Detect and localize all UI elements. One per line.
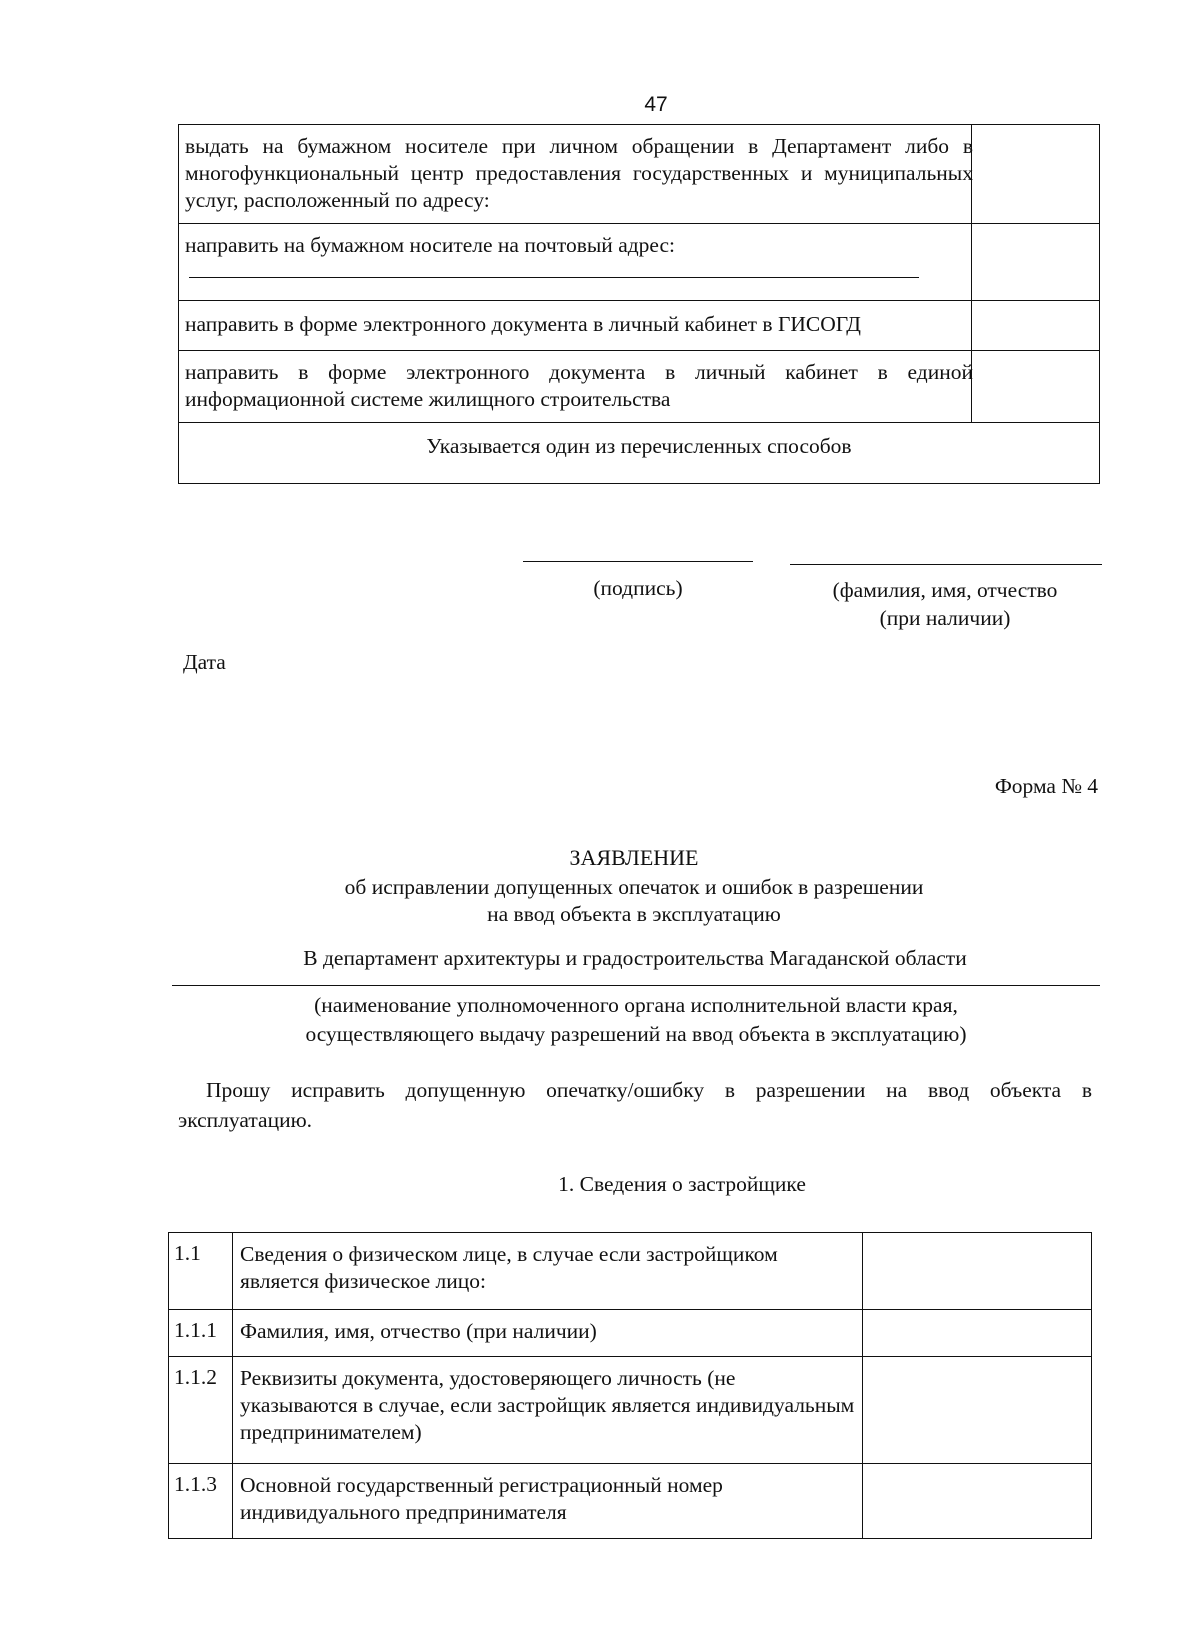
delivery-option-text: направить в форме электронного документа в личный кабинет в единой информационной системе жилищного строительства: [185, 360, 973, 411]
postal-address-line[interactable]: [189, 277, 919, 278]
document-title: ЗАЯВЛЕНИЕ: [569, 845, 699, 870]
row-value-cell[interactable]: [863, 1233, 1091, 1309]
row-number: 1.1.3: [169, 1464, 233, 1538]
developer-info-table: [168, 1232, 1092, 1539]
delivery-option-checkbox-cell[interactable]: [971, 351, 1099, 422]
page-number: 47: [644, 93, 668, 116]
delivery-option-text: выдать на бумажном носителе при личном обращении в Департамент либо в многофункциональный центр предоставления государственных и муниципальных услуг, расположенный по адресу:: [185, 134, 973, 212]
delivery-option-row: [179, 125, 1099, 224]
table-row: [169, 1233, 1091, 1310]
delivery-option-row: [179, 351, 1099, 423]
row-value-cell[interactable]: [863, 1464, 1091, 1538]
delivery-option-text: направить на бумажном носителе на почтовый адрес:: [185, 233, 676, 257]
date-label: Дата: [183, 650, 226, 674]
signature-caption: (подпись): [593, 576, 683, 600]
recipient-hint-line1: (наименование уполномоченного органа исполнительной власти края,: [314, 993, 958, 1017]
delivery-option-checkbox-cell[interactable]: [971, 125, 1099, 223]
table-row: [169, 1357, 1091, 1464]
recipient-department: В департамент архитектуры и градостроительства Магаданской области: [303, 946, 967, 970]
row-number: 1.1.2: [169, 1357, 233, 1463]
row-description: Основной государственный регистрационный номер индивидуального предпринимателя: [233, 1464, 863, 1538]
full-name-caption-line1: (фамилия, имя, отчество: [832, 578, 1058, 602]
document-subtitle-line1: об исправлении допущенных опечаток и ошибок в разрешении: [344, 875, 924, 899]
delivery-footer-text: Указывается один из перечисленных способов: [426, 434, 852, 458]
delivery-option-checkbox-cell[interactable]: [971, 224, 1099, 300]
row-number: 1.1.1: [169, 1310, 233, 1356]
recipient-hint-line2: осуществляющего выдачу разрешений на ввод объекта в эксплуатацию): [305, 1022, 967, 1046]
row-value-cell[interactable]: [863, 1357, 1091, 1463]
row-value-cell[interactable]: [863, 1310, 1091, 1356]
signature-line[interactable]: [523, 561, 753, 562]
section-title: 1. Сведения о застройщике: [558, 1172, 806, 1196]
full-name-line[interactable]: [790, 564, 1102, 565]
row-description: Фамилия, имя, отчество (при наличии): [233, 1310, 863, 1356]
recipient-department-line: [172, 985, 1100, 986]
full-name-caption-line2: (при наличии): [879, 606, 1011, 630]
delivery-option-row: [179, 224, 1099, 301]
document-subtitle-line2: на ввод объекта в эксплуатацию: [487, 902, 781, 926]
delivery-footer-row: [179, 423, 1099, 483]
delivery-method-table: [178, 124, 1100, 484]
delivery-option-text: направить в форме электронного документа в личный кабинет в ГИСОГД: [185, 312, 861, 336]
row-description: Реквизиты документа, удостоверяющего личность (не указываются в случае, если застройщик является индивидуальным предпринимателем): [233, 1357, 863, 1463]
table-row: [169, 1464, 1091, 1538]
row-description: Сведения о физическом лице, в случае если застройщиком является физическое лицо:: [233, 1233, 863, 1309]
row-number: 1.1: [169, 1233, 233, 1309]
delivery-option-row: [179, 301, 1099, 351]
delivery-option-checkbox-cell[interactable]: [971, 301, 1099, 350]
request-paragraph: Прошу исправить допущенную опечатку/ошибку в разрешении на ввод объекта в эксплуатацию.: [178, 1078, 1092, 1132]
form-number: Форма № 4: [994, 774, 1098, 798]
table-row: [169, 1310, 1091, 1357]
